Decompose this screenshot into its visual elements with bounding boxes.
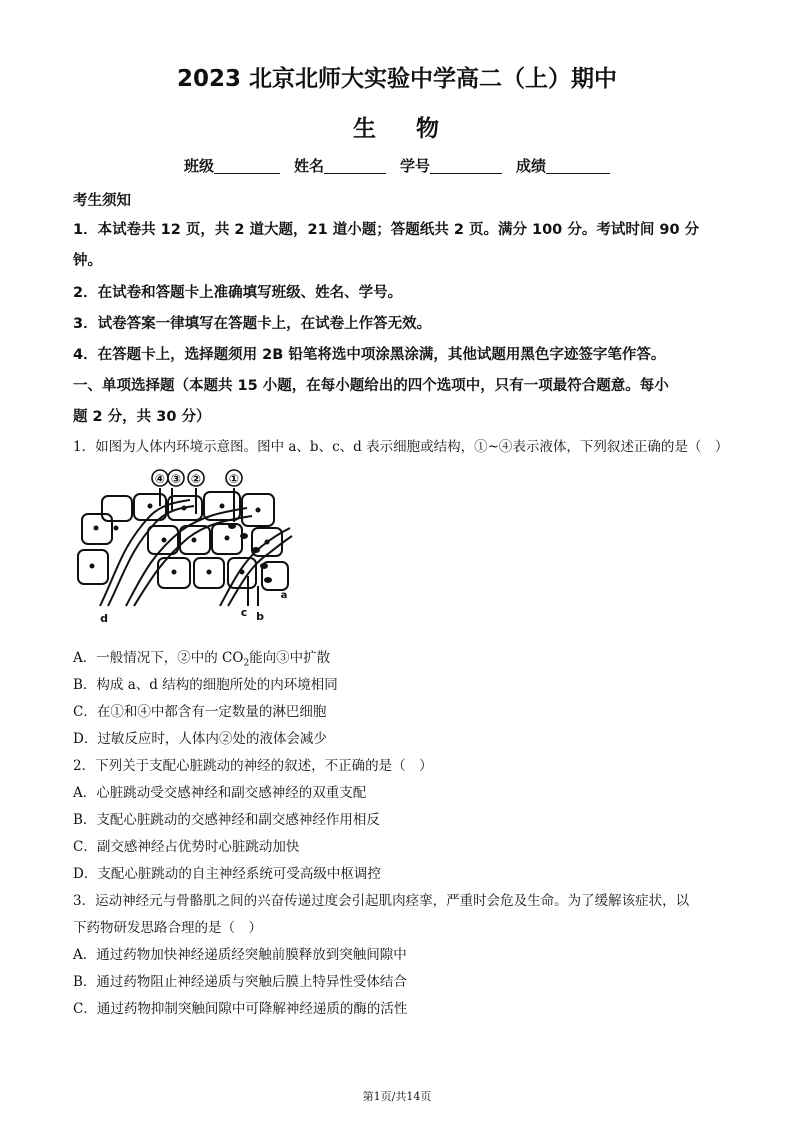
q1-stem: 1．如图为人体内环境示意图。图中 a、b、c、d 表示细胞或结构，①~④表示液体，下列叙述正确的是（ ） <box>73 439 729 455</box>
section-heading-cont: 题 2 分，共 30 分） <box>73 409 211 425</box>
label-fluid-4: ④ <box>154 472 166 486</box>
q3-stem-cont: 下药物研发思路合理的是（ ） <box>73 920 262 936</box>
label-fluid-2: ② <box>190 472 202 486</box>
blood-cell <box>260 563 268 569</box>
q1-option-d: D．过敏反应时，人体内②处的液体会减少 <box>73 731 327 747</box>
cell-nucleus <box>225 536 230 541</box>
notice-item-1: 1．本试卷共 12 页，共 2 道大题，21 道小题；答题纸共 2 页。满分 100 分。考试时间 90 分 <box>73 222 700 238</box>
section-heading: 一、单项选择题（本题共 15 小题，在每小题给出的四个选项中，只有一项最符合题意。每小 <box>73 378 669 394</box>
cell-nucleus <box>265 540 270 545</box>
cell-nucleus <box>256 508 261 513</box>
q2-option-d: D．支配心脏跳动的自主神经系统可受高级中枢调控 <box>73 866 381 882</box>
class-label: 班级 <box>183 157 214 175</box>
label-fluid-3: ③ <box>170 472 182 486</box>
q1-option-a <box>73 646 330 669</box>
cell-outline <box>102 496 132 521</box>
label-fluid-1: ① <box>228 472 240 486</box>
cell-nucleus <box>94 526 99 531</box>
q2-option-a: A．心脏跳动受交感神经和副交感神经的双重支配 <box>73 785 367 801</box>
internal-environment-diagram <box>72 466 294 628</box>
notice-item-2: 2．在试卷和答题卡上准确填写班级、姓名、学号。 <box>73 285 403 301</box>
cell-nucleus <box>240 570 245 575</box>
cell-nucleus <box>162 538 167 543</box>
class-blank <box>214 158 280 174</box>
label-b: b <box>256 610 264 623</box>
id-blank <box>430 158 502 174</box>
blood-cell <box>228 523 236 529</box>
cell-nucleus <box>90 564 95 569</box>
id-label: 学号 <box>400 157 431 175</box>
name-label: 姓名 <box>293 157 324 175</box>
q1-option-a-pre: A．一般情况下，②中的 CO <box>73 650 244 666</box>
subject-char-1: 生 <box>353 116 378 142</box>
page-footer: 第1页/共14页 <box>362 1090 432 1103</box>
cell-nucleus <box>207 570 212 575</box>
q3-option-c: C．通过药物抑制突触间隙中可降解神经递质的酶的活性 <box>73 1001 408 1017</box>
cell-nucleus <box>220 504 225 509</box>
score-label: 成绩 <box>516 157 547 175</box>
cell-nucleus <box>182 506 187 511</box>
subject-char-2: 物 <box>416 116 441 142</box>
label-a: a <box>280 590 288 601</box>
subject-title <box>0 110 794 143</box>
q1-option-b: B．构成 a、d 结构的细胞所处的内环境相同 <box>73 677 338 693</box>
q2-option-b: B．支配心脏跳动的交感神经和副交感神经作用相反 <box>73 812 380 828</box>
q1-option-c: C．在①和④中都含有一定数量的淋巴细胞 <box>73 704 327 720</box>
notice-item-3: 3．试卷答案一律填写在答题卡上，在试卷上作答无效。 <box>73 316 432 332</box>
cell-nucleus <box>172 570 177 575</box>
exam-title: 2023 北京北师大实验中学高二（上）期中 <box>176 66 618 92</box>
score-blank <box>546 158 610 174</box>
blood-cell <box>264 577 272 583</box>
blood-cell <box>252 547 260 553</box>
label-c: c <box>240 606 248 619</box>
notice-item-1-cont: 钟。 <box>73 253 102 269</box>
cell-nucleus <box>148 504 153 509</box>
cell-nucleus <box>192 538 197 543</box>
notice-heading: 考生须知 <box>73 193 131 209</box>
cell-nucleus <box>114 526 119 531</box>
label-d: d <box>100 612 108 625</box>
student-info-line <box>0 155 794 176</box>
name-blank <box>324 158 386 174</box>
q3-option-a: A．通过药物加快神经递质经突触前膜释放到突触间隙中 <box>73 947 407 963</box>
q3-stem: 3．运动神经元与骨骼肌之间的兴奋传递过度会引起肌肉痉挛，严重时会危及生命。为了缓解该症状，以 <box>73 893 690 909</box>
blood-cell <box>240 533 248 539</box>
q2-stem: 2．下列关于支配心脏跳动的神经的叙述，不正确的是（ ） <box>73 758 433 774</box>
q2-option-c: C．副交感神经占优势时心脏跳动加快 <box>73 839 300 855</box>
q3-option-b: B．通过药物阻止神经递质与突触后膜上特异性受体结合 <box>73 974 407 990</box>
notice-item-4: 4．在答题卡上，选择题须用 2B 铅笔将选中项涂黑涂满，其他试题用黑色字迹签字笔作答。 <box>73 347 666 363</box>
q1-option-a-post: 能向③中扩散 <box>249 650 331 666</box>
q1-option-a-sub: 2 <box>243 658 250 669</box>
